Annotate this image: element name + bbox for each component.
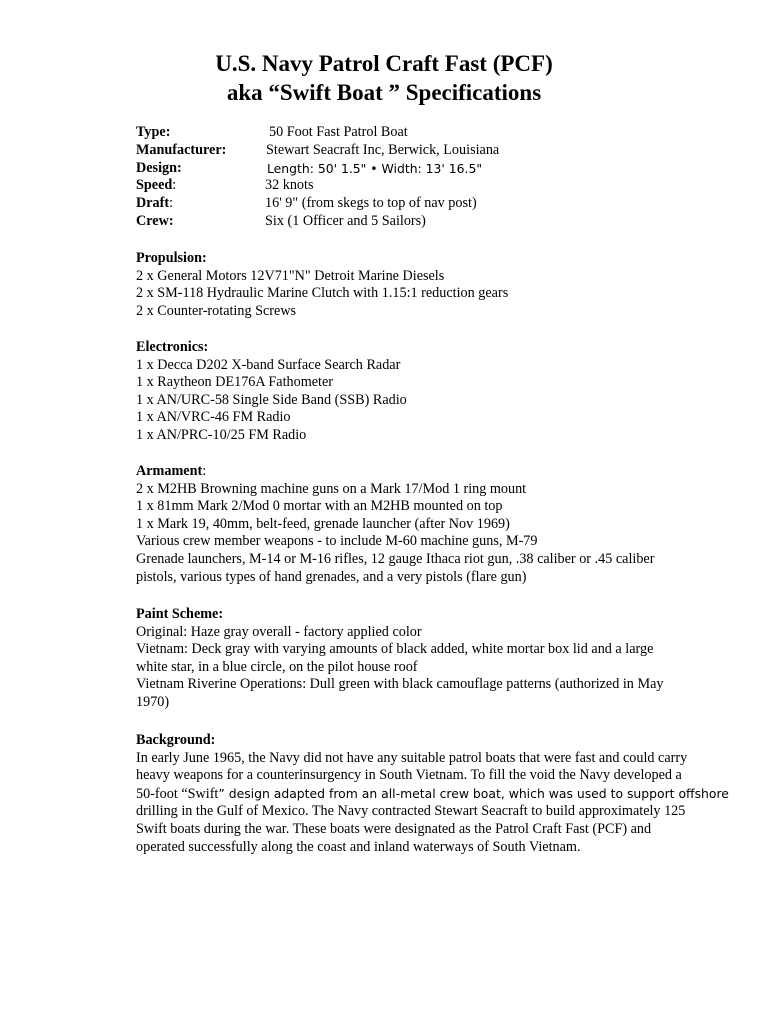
spec-label: Crew: <box>136 212 174 229</box>
electronics-section <box>136 339 732 445</box>
spec-label: Manufacturer: <box>136 141 227 158</box>
section-heading: Propulsion: <box>136 250 207 266</box>
spec-value: Six (1 Officer and 5 Sailors) <box>265 212 426 229</box>
list-item: 1970) <box>136 693 170 710</box>
spec-row-design <box>136 160 736 178</box>
spec-row-type <box>136 124 736 142</box>
list-item: 2 x M2HB Browning machine guns on a Mark 17/Mod 1 ring mount <box>136 480 527 497</box>
list-item: 1 x Raytheon DE176A Fathometer <box>136 374 334 391</box>
list-item: 1 x AN/PRC-10/25 FM Radio <box>136 426 307 443</box>
list-item: 2 x SM-118 Hydraulic Marine Clutch with 1.15:1 reduction gears <box>136 285 509 302</box>
section-heading: Paint Scheme: <box>136 606 224 622</box>
list-item: 1 x Mark 19, 40mm, belt-feed, grenade launcher (after Nov 1969) <box>136 515 510 532</box>
spec-value: 32 knots <box>265 177 314 194</box>
list-item: 1 x Decca D202 X-band Surface Search Radar <box>136 356 401 373</box>
title-line-1: U.S. Navy Patrol Craft Fast (PCF) <box>215 51 553 76</box>
list-item: 1 x AN/VRC-46 FM Radio <box>136 409 291 426</box>
paint-scheme-section <box>136 606 732 712</box>
spec-value: Stewart Seacraft Inc, Berwick, Louisiana <box>266 141 500 158</box>
paragraph-line: Swift boats during the war. These boats were designated as the Patrol Craft Fast (PCF) and <box>136 820 652 837</box>
list-item: white star, in a blue circle, on the pilot house roof <box>136 658 418 675</box>
spec-label: Design: <box>136 159 182 176</box>
list-item: 1 x 81mm Mark 2/Mod 0 mortar with an M2HB mounted on top <box>136 498 503 515</box>
paragraph-line: In early June 1965, the Navy did not have any suitable patrol boats that were fast and could carry <box>136 749 688 766</box>
paragraph-line: 50-foot “Swift” design adapted from an all-metal crew boat, which was used to support offshore <box>136 785 729 802</box>
spec-value: 50 Foot Fast Patrol Boat <box>269 124 408 140</box>
background-section <box>136 732 732 856</box>
list-item: Vietnam: Deck gray with varying amounts of black added, white mortar box lid and a large <box>136 641 654 658</box>
list-item: Various crew member weapons - to include M-60 machine guns, M-79 <box>136 533 538 550</box>
spec-label: Draft: <box>136 195 174 212</box>
propulsion-section <box>136 250 732 320</box>
spec-label: Speed: <box>136 177 177 194</box>
paragraph-line: drilling in the Gulf of Mexico. The Navy contracted Stewart Seacraft to build approximately 125 <box>136 803 686 820</box>
spec-label: Type: <box>136 124 171 140</box>
section-heading: Electronics: <box>136 339 209 355</box>
spec-row-crew <box>136 213 736 231</box>
spec-table <box>136 124 736 231</box>
list-item: Original: Haze gray overall - factory applied color <box>136 623 422 640</box>
list-item: Grenade launchers, M-14 or M-16 rifles, 12 gauge Ithaca riot gun, .38 caliber or .45 caliber <box>136 550 655 567</box>
list-item: Vietnam Riverine Operations: Dull green with black camouflage patterns (authorized in May <box>136 676 664 693</box>
list-item: 1 x AN/URC-58 Single Side Band (SSB) Radio <box>136 391 407 408</box>
spec-row-manufacturer <box>136 142 736 160</box>
list-item: pistols, various types of hand grenades, and a very pistols (flare gun) <box>136 568 527 585</box>
spec-value: Length: 50' 1.5" • Width: 13' 16.5" <box>267 160 483 176</box>
document-title <box>0 49 768 107</box>
spec-row-speed <box>136 177 736 195</box>
section-heading: Armament: <box>136 463 207 479</box>
armament-section <box>136 463 732 586</box>
section-heading: Background: <box>136 732 216 748</box>
list-item: 2 x General Motors 12V71"N" Detroit Marine Diesels <box>136 267 445 284</box>
paragraph-line: operated successfully along the coast and inland waterways of South Vietnam. <box>136 838 581 855</box>
spec-row-draft <box>136 195 736 213</box>
paragraph-line: heavy weapons for a counterinsurgency in South Vietnam. To fill the void the Navy developed a <box>136 767 682 784</box>
spec-value: 16' 9" (from skegs to top of nav post) <box>265 195 477 212</box>
list-item: 2 x Counter-rotating Screws <box>136 302 297 319</box>
title-line-2: aka “Swift Boat ” Specifications <box>226 80 542 105</box>
